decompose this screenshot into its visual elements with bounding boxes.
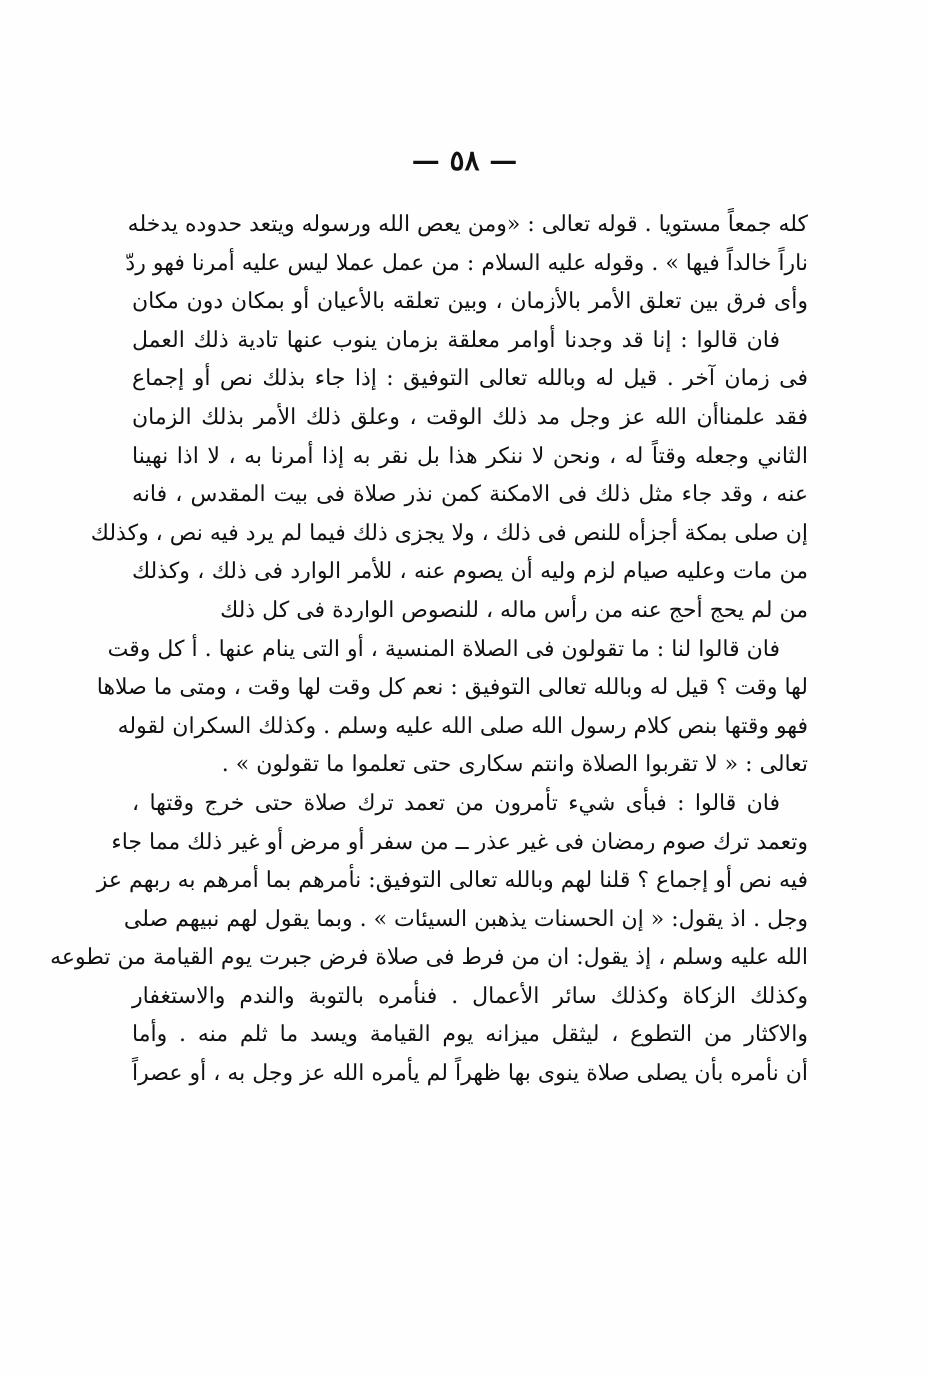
text-line: إن صلى بمكة أجزأه للنص فى ذلك ، ولا يجزى ذلك فيما لم يرد فيه نص ، وكذلك — [90, 520, 808, 546]
text-line: ناراً خالداً فيها » . وقوله عليه السلام : من عمل عملا ليس عليه أمرنا فهو ردّ — [125, 250, 808, 276]
text-line: وكذلك الزكاة وكذلك سائر الأعمال . فنأمره بالتوبة والندم والاستغفار — [132, 983, 808, 1009]
body-text — [50, 206, 808, 1094]
text-line: من لم يحج أحج عنه من رأس ماله ، للنصوص الواردة فى كل ذلك — [220, 597, 808, 623]
text-line: فان قالوا : فبأى شيء تأمرون من تعمد ترك صلاة حتى خرج وقتها ، — [132, 790, 780, 816]
text-line: فى زمان آخر . قيل له وبالله تعالى التوفيق : إذا جاء بذلك نص أو إجماع — [132, 366, 808, 392]
text-line: فقد علمناأن الله عز وجل مد ذلك الوقت ، وعلق ذلك الأمر بذلك الزمان — [132, 404, 808, 430]
text-line: تعالى : « لا تقربوا الصلاة وانتم سكارى حتى تعلموا ما تقولون » . — [221, 752, 808, 778]
text-line: من مات وعليه صيام لزم وليه أن يصوم عنه ، للأمر الوارد فى ذلك ، وكذلك — [132, 559, 808, 585]
text-line: والاكثار من التطوع ، ليثقل ميزانه يوم القيامة ويسد ما ثلم منه . وأما — [132, 1022, 808, 1048]
text-line: فان قالوا : إنا قد وجدنا أوامر معلقة بزمان ينوب عنها تادية ذلك العمل — [132, 327, 780, 353]
page-number: — ٥٨ — — [411, 144, 518, 177]
text-line: وجل . اذ يقول: « إن الحسنات يذهبن السيئات » . وبما يقول لهم نبيهم صلى — [123, 906, 808, 932]
text-line: الله عليه وسلم ، إذ يقول: ان من فرط فى صلاة فرض جبرت يوم القيامة من تطوعه — [50, 945, 808, 971]
text-line: الثاني وجعله وقتاً له ، ونحن لا ننكر هذا بل نقر به إذا أمرنا به ، لا اذا نهينا — [132, 443, 808, 469]
text-line: فان قالوا لنا : ما تقولون فى الصلاة المنسية ، أو التى ينام عنها . أ كل وقت — [107, 636, 780, 662]
text-line: وأى فرق بين تعلق الأمر بالأزمان ، وبين تعلقه بالأعيان أو بمكان دون مكان — [132, 289, 808, 315]
text-line: عنه ، وقد جاء مثل ذلك فى الامكنة كمن نذر صلاة فى بيت المقدس ، فانه — [132, 482, 808, 508]
text-line: وتعمد ترك صوم رمضان فى غير عذر ــ من سفر أو مرض أو غير ذلك مما جاء — [111, 829, 808, 855]
text-line: كله جمعاً مستويا . قوله تعالى : «ومن يعص الله ورسوله ويتعد حدوده يدخله — [127, 212, 808, 237]
text-line: فهو وقتها بنص كلام رسول الله صلى الله عليه وسلم . وكذلك السكران لقوله — [117, 713, 808, 739]
text-line: فيه نص أو إجماع ؟ قلنا لهم وبالله تعالى التوفيق: نأمرهم بما أمرهم به ربهم عز — [96, 868, 808, 894]
text-line: أن نأمره بأن يصلى صلاة ينوى بها ظهراً لم يأمره الله عز وجل به ، أو عصراً — [132, 1061, 808, 1087]
text-line: لها وقت ؟ قيل له وبالله تعالى التوفيق : نعم كل وقت لها وقت ، ومتى ما صلاها — [96, 675, 808, 701]
